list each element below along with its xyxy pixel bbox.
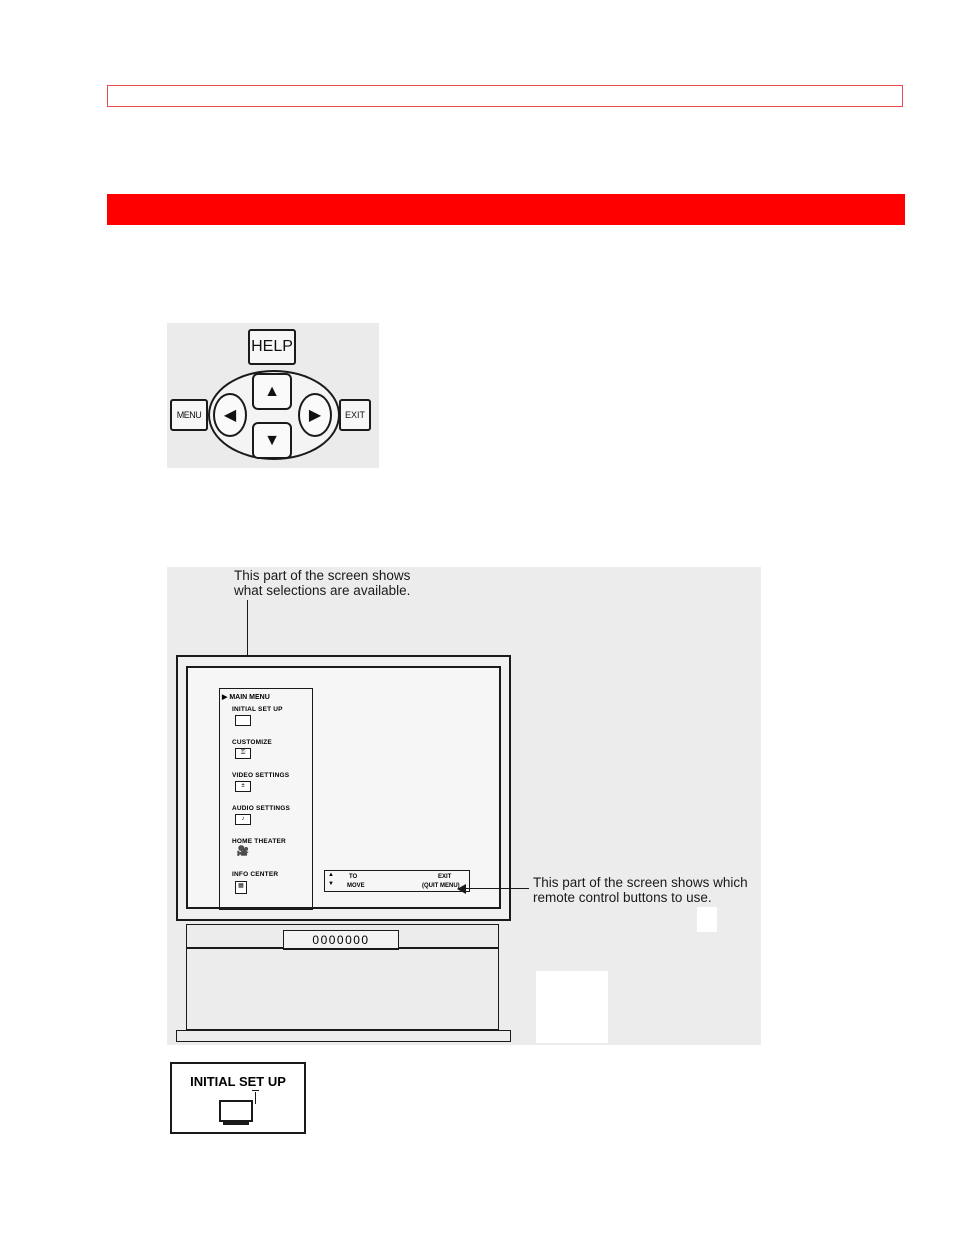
initial-setup-icon-box (170, 1062, 306, 1134)
tv-menu-diagram (167, 567, 761, 1045)
tv-antenna-icon (235, 715, 251, 726)
right-arrow-icon: ▶ (298, 393, 332, 437)
menu-item-video-settings: VIDEO SETTINGS (232, 772, 290, 779)
up-triangle-icon: ▲ (328, 872, 334, 878)
left-arrow-icon: ◀ (213, 393, 247, 437)
music-note-icon: ♪ (235, 814, 251, 825)
help-move-label: MOVE (347, 883, 365, 889)
menu-item-customize: CUSTOMIZE (232, 739, 272, 746)
menu-item-info-center: INFO CENTER (232, 871, 279, 878)
down-triangle-icon: ▼ (328, 881, 334, 887)
help-pointer-line (465, 888, 529, 889)
tv-cabinet-lower (186, 948, 499, 1030)
help-quit-menu-label: (QUIT MENU) (422, 883, 460, 889)
menu-item-audio-settings: AUDIO SETTINGS (232, 805, 291, 812)
antenna-tip-icon (252, 1090, 259, 1093)
remote-control-illustration (167, 323, 379, 468)
menu-item-initial-set-up: INITIAL SET UP (232, 706, 283, 713)
selections-caption: This part of the screen shows what selections are available. (234, 568, 411, 598)
blank-patch (697, 907, 717, 932)
tv-base (176, 1030, 511, 1042)
section-banner (107, 194, 905, 225)
down-arrow-icon: ▼ (252, 422, 292, 459)
video-icon: ± (235, 781, 251, 792)
buttons-caption: This part of the screen shows which remote control buttons to use. (533, 875, 748, 905)
menu-item-home-theater: HOME THEATER (232, 838, 286, 845)
tv-stand-icon (223, 1122, 249, 1125)
tv-front-display: 0000000 (283, 930, 399, 950)
header-frame (107, 85, 903, 107)
calculator-icon: ▦ (235, 881, 247, 894)
help-to-label: TO (349, 874, 358, 880)
initial-setup-label: INITIAL SET UP (190, 1074, 286, 1089)
blank-patch (536, 971, 608, 1043)
main-menu-panel (219, 688, 313, 910)
help-exit-label: EXIT (438, 874, 452, 880)
tv-screen (186, 666, 501, 909)
main-menu-title: ▶ MAIN MENU (222, 694, 270, 701)
movie-camera-icon: 🎥 (236, 846, 250, 857)
key-icon: ⚿ (235, 748, 251, 759)
button-help-bar (324, 870, 470, 892)
tv-screen-frame (176, 655, 511, 921)
help-button: HELP (248, 329, 296, 365)
antenna-icon (255, 1092, 256, 1104)
exit-button: EXIT (339, 399, 371, 431)
tv-antenna-icon (219, 1100, 253, 1122)
up-arrow-icon: ▲ (252, 373, 292, 410)
menu-button: MENU (170, 399, 208, 431)
help-pointer-arrowhead (457, 884, 466, 894)
